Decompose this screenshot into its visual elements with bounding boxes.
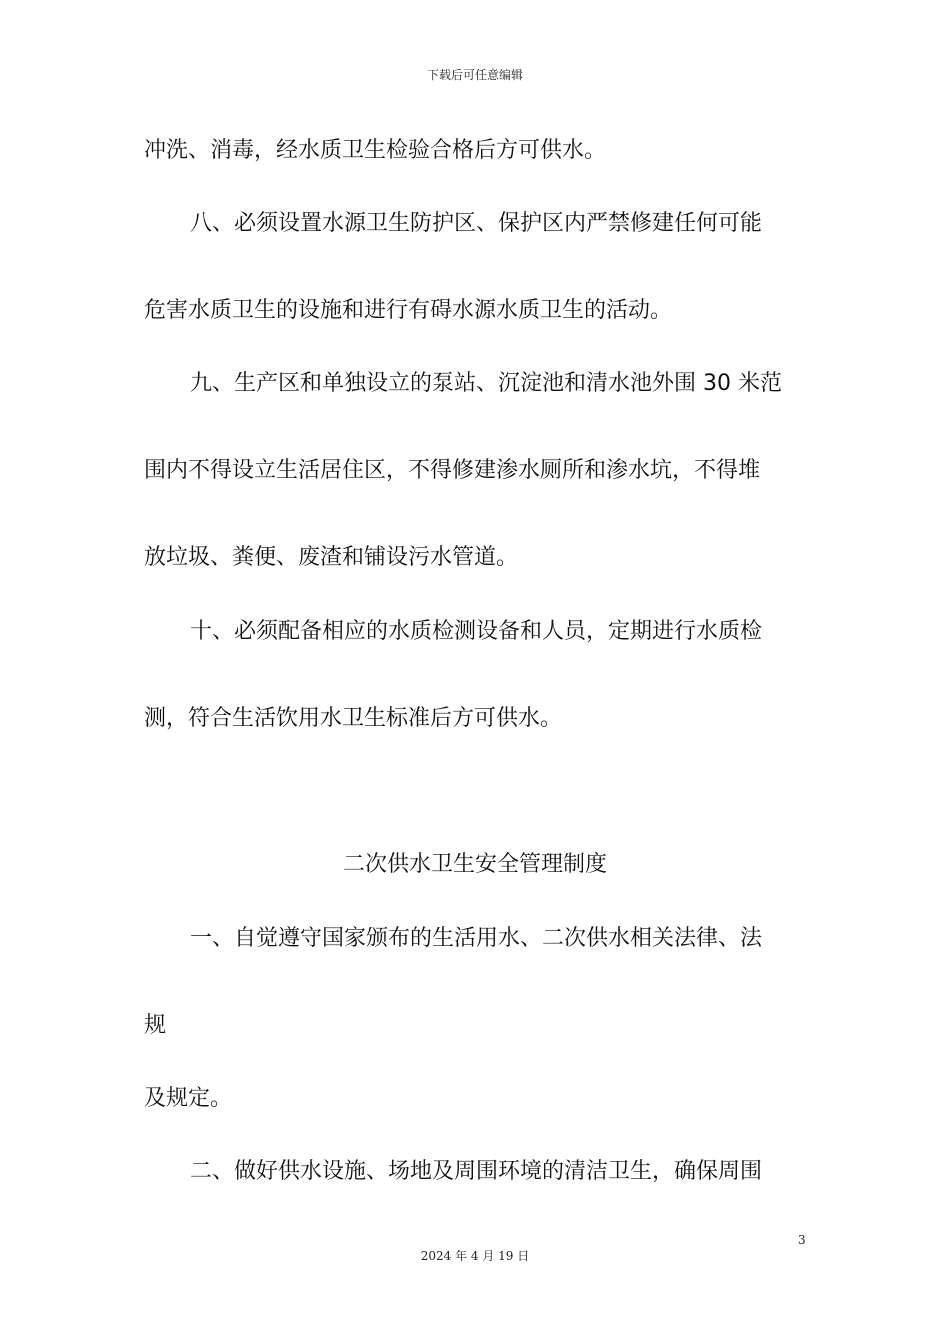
body-line: 九、生产区和单独设立的泵站、沉淀池和清水池外围 30 米范 bbox=[190, 371, 782, 396]
section-line: 二、做好供水设施、场地及周围环境的清洁卫生，确保周围 bbox=[190, 1159, 763, 1184]
body-line: 八、必须设置水源卫生防护区、保护区内严禁修建任何可能 bbox=[190, 211, 763, 236]
body-line: 测，符合生活饮用水卫生标准后方可供水。 bbox=[144, 706, 563, 731]
body-line: 危害水质卫生的设施和进行有碍水源水质卫生的活动。 bbox=[144, 298, 673, 323]
page-number: 3 bbox=[798, 1233, 806, 1247]
body-line: 十、必须配备相应的水质检测设备和人员，定期进行水质检 bbox=[190, 619, 763, 644]
body-line: 围内不得设立生活居住区，不得修建渗水厕所和渗水坑，不得堆 bbox=[144, 458, 761, 483]
footer-date: 2024 年 4 月 19 日 bbox=[420, 1249, 530, 1263]
section-line: 及规定。 bbox=[144, 1086, 233, 1111]
section-title: 二次供水卫生安全管理制度 bbox=[342, 852, 607, 877]
body-line: 冲洗、消毒，经水质卫生检验合格后方可供水。 bbox=[144, 138, 607, 163]
page-header-note: 下载后可任意编辑 bbox=[426, 68, 523, 82]
section-line: 一、自觉遵守国家颁布的生活用水、二次供水相关法律、法 bbox=[190, 926, 763, 951]
section-line: 规 bbox=[144, 1013, 167, 1038]
body-line: 放垃圾、粪便、废渣和铺设污水管道。 bbox=[144, 545, 519, 570]
